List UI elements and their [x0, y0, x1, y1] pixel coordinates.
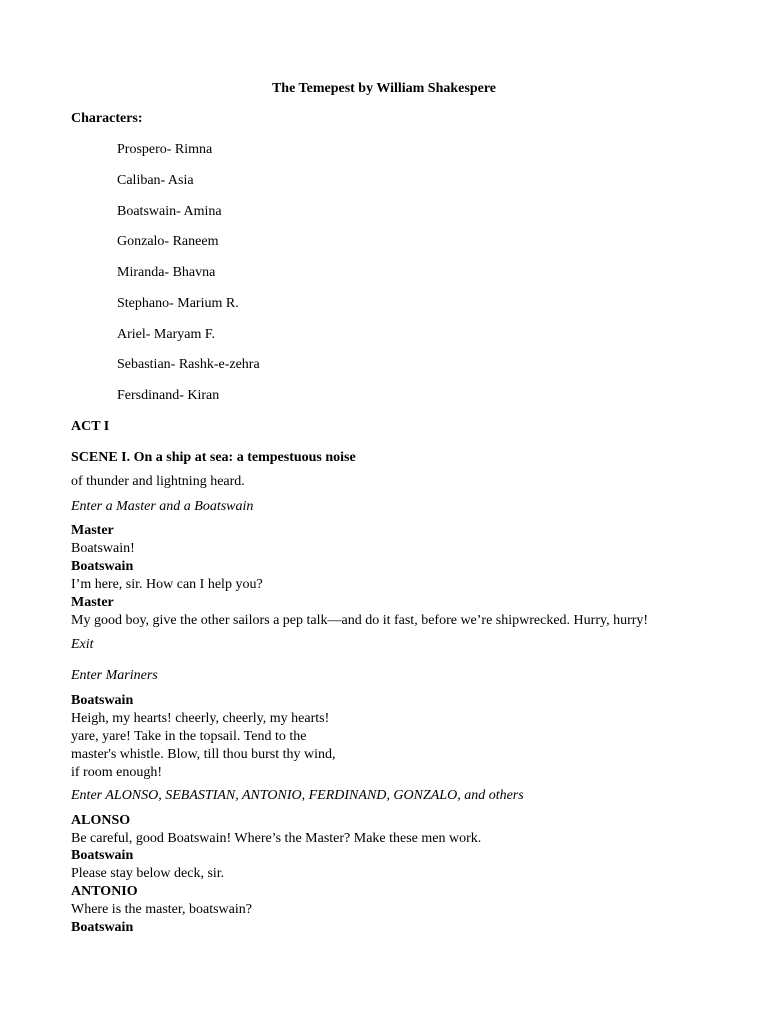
dialogue-line: yare, yare! Take in the topsail. Tend to the: [71, 729, 307, 744]
speaker-name: Master: [71, 523, 114, 538]
dialogue-line: My good boy, give the other sailors a pep talk—and do it fast, before we’re shipwrecked. Hurry, hurry!: [71, 613, 649, 628]
character-item: Sebastian- Rashk-e-zehra: [117, 357, 260, 372]
dialogue-line: if room enough!: [71, 765, 162, 780]
dialogue-line: I’m here, sir. How can I help you?: [71, 577, 263, 592]
speaker-name: ALONSO: [71, 813, 131, 828]
speaker-name: Boatswain: [71, 920, 134, 935]
stage-direction: Enter ALONSO, SEBASTIAN, ANTONIO, FERDINAND, GONZALO, and others: [71, 788, 524, 803]
speaker-name: Boatswain: [71, 693, 134, 708]
scene-continuation: of thunder and lightning heard.: [71, 474, 245, 489]
speaker-name: ANTONIO: [71, 884, 138, 899]
character-item: Caliban- Asia: [117, 173, 194, 188]
document-title: The Temepest by William Shakespere: [271, 81, 497, 96]
character-item: Stephano- Marium R.: [117, 296, 239, 311]
stage-direction: Enter a Master and a Boatswain: [71, 499, 254, 514]
act-heading: ACT I: [71, 419, 110, 434]
dialogue-line: Be careful, good Boatswain! Where’s the Master? Make these men work.: [71, 831, 482, 846]
character-item: Ariel- Maryam F.: [117, 327, 216, 342]
characters-heading: Characters:: [71, 111, 143, 126]
stage-direction: Exit: [71, 637, 94, 652]
speaker-name: Boatswain: [71, 848, 134, 863]
stage-direction: Enter Mariners: [71, 668, 158, 683]
dialogue-line: Heigh, my hearts! cheerly, cheerly, my hearts!: [71, 711, 330, 726]
character-item: Boatswain- Amina: [117, 204, 222, 219]
character-item: Prospero- Rimna: [117, 142, 213, 157]
character-item: Gonzalo- Raneem: [117, 234, 219, 249]
scene-heading: SCENE I. On a ship at sea: a tempestuous noise: [71, 450, 356, 465]
dialogue-line: Where is the master, boatswain?: [71, 902, 252, 917]
character-item: Miranda- Bhavna: [117, 265, 216, 280]
dialogue-line: Boatswain!: [71, 541, 135, 556]
speaker-name: Master: [71, 595, 114, 610]
speaker-name: Boatswain: [71, 559, 134, 574]
character-item: Fersdinand- Kiran: [117, 388, 220, 403]
dialogue-line: master's whistle. Blow, till thou burst thy wind,: [71, 747, 336, 762]
dialogue-line: Please stay below deck, sir.: [71, 866, 225, 881]
